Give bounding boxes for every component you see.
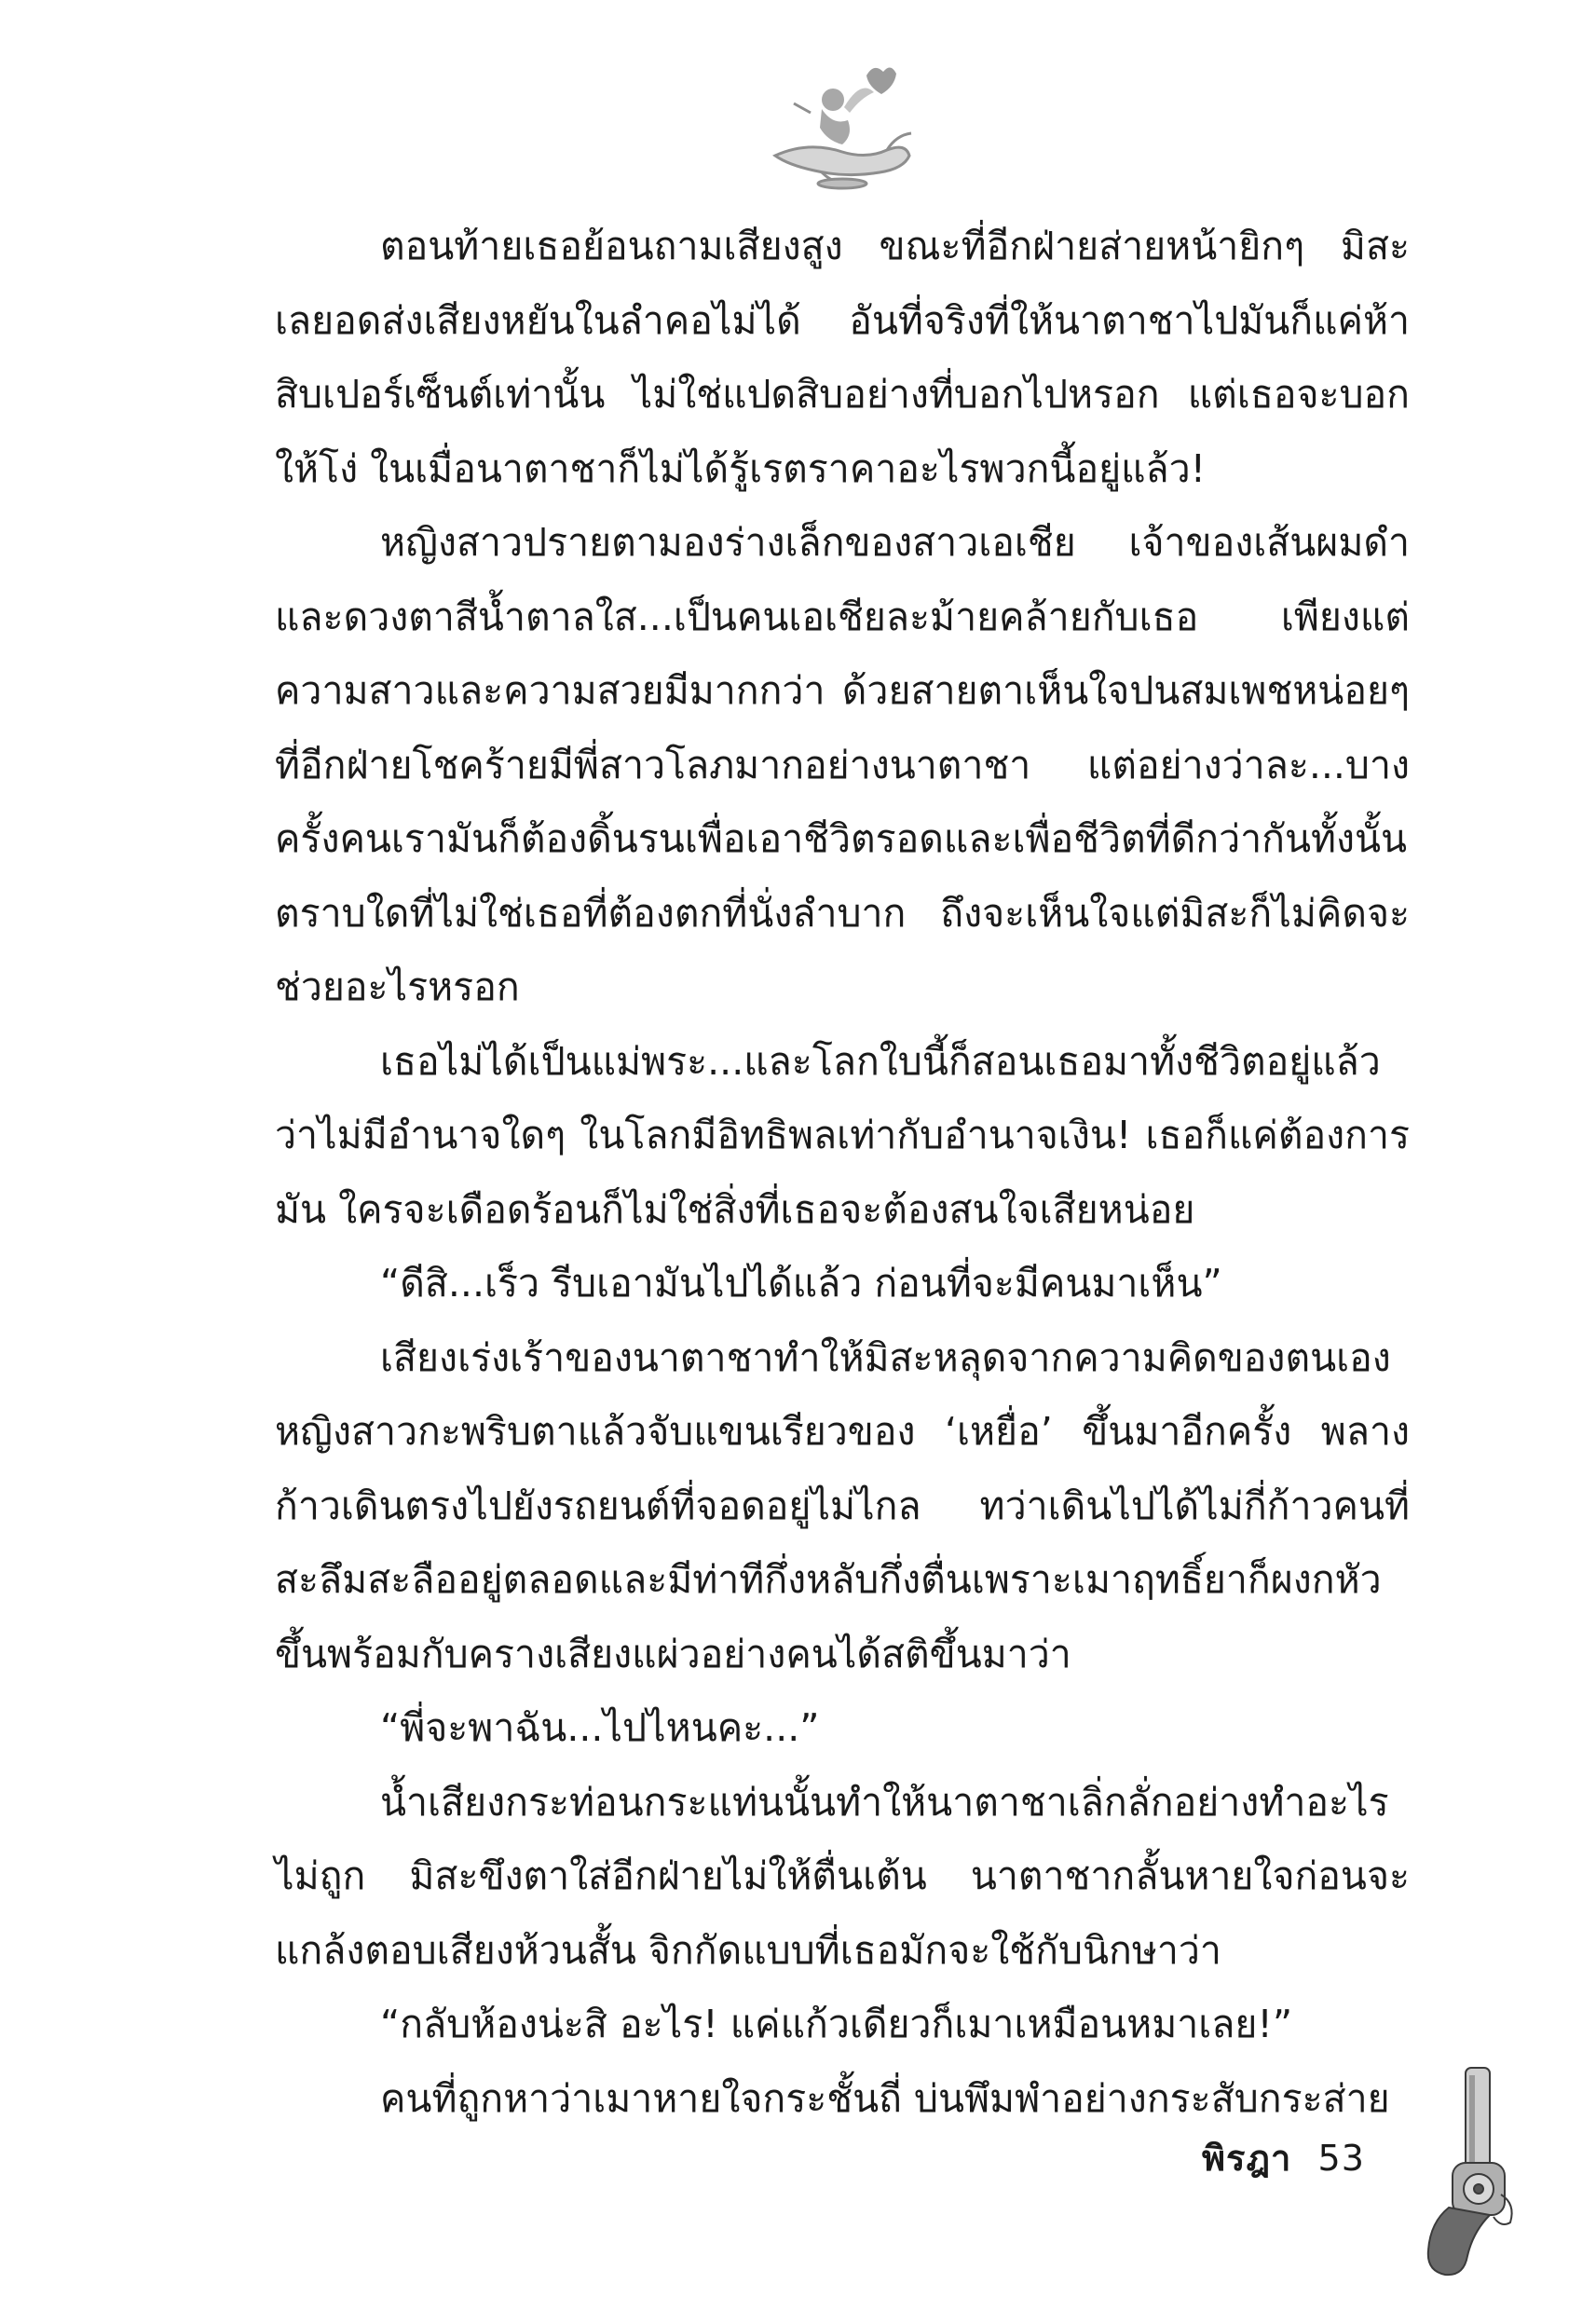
paragraph: หญิงสาวปรายตามองร่างเล็กของสาวเอเชีย เจ้าของเส้นผมดำและดวงตาสีน้ำตาลใส...เป็นคนเอเชียละม้ายคล้ายกับเธอ เพียงแต่ความสาวและความสวยมีมากกว่า ด้วยสายตาเห็นใจปนสมเพชหน่อยๆ ที่อีกฝ่ายโชคร้ายมีพี่สาวโลภมากอย่างนาตาชา แต่อย่างว่าละ...บางครั้งคนเรามันก็ต้องดิ้นรนเพื่อเอาชีวิตรอดและเพื่อชีวิตที่ดีกว่ากันทั้งนั้น ตราบใดที่ไม่ใช่เธอที่ต้องตกที่นั่งลำบาก ถึงจะเห็นใจแต่มิสะก็ไม่คิดจะช่วยอะไรหรอก xyxy=(275,520,1410,1009)
paragraph: คนที่ถูกหาว่าเมาหายใจกระชั้นถี่ บ่นพึมพำอย่างกระสับกระส่าย xyxy=(380,2075,1390,2121)
paragraph: น้ำเสียงกระท่อนกระแท่นนั้นทำให้นาตาชาเลิ่กลั่กอย่างทำอะไรไม่ถูก มิสะขึงตาใส่อีกฝ่ายไม่ให้ตื่นเต้น นาตาชากลั้นหายใจก่อนจะแกล้งตอบเสียงห้วนสั้น จิกกัดแบบที่เธอมักจะใช้กับนิกษาว่า xyxy=(275,1779,1410,1973)
body-text xyxy=(275,210,1410,2136)
revolver-icon xyxy=(1412,2064,1542,2278)
book-title: พิรฎา xyxy=(1202,2138,1292,2179)
dialogue-paragraph: “กลับห้องน่ะสิ อะไร! แค่แก้วเดียวก็เมาเหมือนหมาเลย!” xyxy=(380,2002,1293,2046)
page-number: 53 xyxy=(1317,2138,1365,2179)
dialogue-paragraph: “พี่จะพาฉัน...ไปไหนคะ...” xyxy=(380,1705,820,1750)
paragraph: ตอนท้ายเธอย้อนถามเสียงสูง ขณะที่อีกฝ่ายส่ายหน้ายิกๆ มิสะเลยอดส่งเสียงหยันในลำคอไม่ได้ อันที่จริงที่ให้นาตาชาไปมันก็แค่ห้าสิบเปอร์เซ็นต์เท่านั้น ไม่ใช่แปดสิบอย่างที่บอกไปหรอก แต่เธอจะบอกให้โง่ ในเมื่อนาตาชาก็ไม่ได้รู้เรตราคาอะไรพวกนี้อยู่แล้ว! xyxy=(275,224,1410,491)
cherub-genie-lamp-icon xyxy=(757,51,924,191)
dialogue-paragraph: “ดีสิ...เร็ว รีบเอามันไปได้แล้ว ก่อนที่จะมีคนมาเห็น” xyxy=(380,1261,1222,1306)
page-footer xyxy=(1202,2129,1365,2186)
paragraph: เธอไม่ได้เป็นแม่พระ...และโลกใบนี้ก็สอนเธอมาทั้งชีวิตอยู่แล้วว่าไม่มีอำนาจใดๆ ในโลกมีอิทธิพลเท่ากับอำนาจเงิน! เธอก็แค่ต้องการมัน ใครจะเดือดร้อนก็ไม่ใช่สิ่งที่เธอจะต้องสนใจเสียหน่อย xyxy=(275,1038,1410,1232)
paragraph: เสียงเร่งเร้าของนาตาชาทำให้มิสะหลุดจากความคิดของตนเอง หญิงสาวกะพริบตาแล้วจับแขนเรียวของ ‘เหยื่อ’ ขึ้นมาอีกครั้ง พลางก้าวเดินตรงไปยังรถยนต์ที่จอดอยู่ไม่ไกล ทว่าเดินไปได้ไม่กี่ก้าวคนที่สะลึมสะลืออยู่ตลอดและมีท่าทีกึ่งหลับกึ่งตื่นเพราะเมาฤทธิ์ยาก็ผงกหัวขึ้นพร้อมกับครางเสียงแผ่วอย่างคนได้สติขึ้นมาว่า xyxy=(275,1334,1410,1676)
